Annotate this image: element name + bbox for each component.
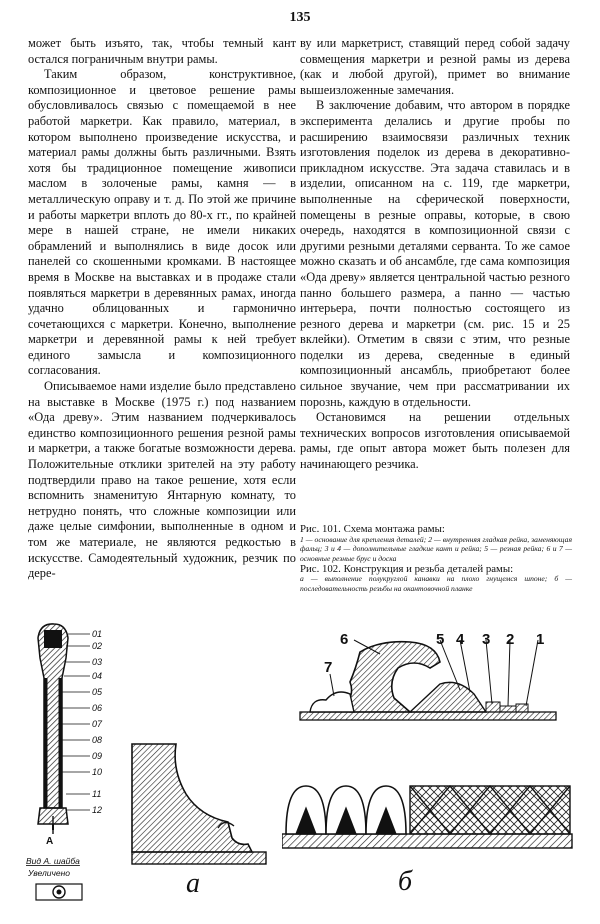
part-label: 06 — [92, 703, 103, 713]
paragraph: В заключение добавим, что автором в порядке эксперимента делались и другие пробы по расширению взаимосвязи различных техник изготовления поделок из дерева в декоративно-прикладном искусстве. Эта задача ставилась и в изделии, описанном на с. 119, где маркетри, выполненные на сферической поверхности, помещены в резные оправы, которые, в свою очередь, находятся в композиционной связи с другими резными деталями серванта. То же самое можно сказать и об ансамбле, где сама композиция «Ода древу» является центральной частью резного панно большего размера, а панно — частью интерьера, почти полностью состоящего из резного дерева и маркетри (см. рис. 15 и 25 вклейки). Отметим в связи с этим, что резные поделки из дерева, сведенные в единый композиционный ансамбль, приобретают более сильное звучание, чем при рассматривании их порознь, каждую в отдельности. — [300, 98, 570, 409]
paragraph: может быть изъято, так, чтобы темный кант остался пограничным внутри рамы. — [28, 36, 296, 66]
part-number: 6 — [340, 631, 349, 648]
carving-detail-a — [128, 740, 268, 868]
paragraph: Остановимся на решении отдельных технических вопросов изготовления описываемой рамы, где опыт автора может быть полезен для начинающего резчика. — [300, 410, 570, 472]
paragraph: Таким образом, конструктивное, композиционное и цветовое решение рамы обусловливалось связью с помещаемой в нее работой маркетри. Как правило, материал, в котором выполнено произведение искусства, и материал рамы должны быть различными. Взять хотя бы традиционное помещение живописи маслом в золоченые рамы, камня — в металлическую оправу и т. д. По этой же причине и работы маркетри вплоть до 80-х гг., по крайней мере в нашей стране, не имели никаких обрамлений и выполнялись в виде досок или панелей со скошенными кромками. В настоящее время в Москве на выставках и в продаже стали появляться маркетри в деревянных рамах, иногда удачно облицованных и гармонично сочетающихся с маркетри. Конечно, выполнение маркетри и деревянной рамы к ней требует единого замысла и композиционного согласования. — [28, 67, 296, 378]
part-label: 08 — [92, 735, 103, 745]
part-label: 09 — [92, 751, 103, 761]
right-column — [300, 36, 570, 473]
fig102-caption-title: Рис. 102. Конструкция и резьба деталей рамы: — [300, 562, 514, 575]
part-label: 10 — [92, 767, 103, 777]
section-marker: А — [46, 836, 54, 847]
frame-section-drawing — [22, 618, 122, 914]
figure-label-a: а — [186, 868, 200, 899]
frame-profile-drawing — [290, 628, 570, 728]
view-note: Увеличено — [28, 868, 70, 878]
page-number: 135 — [289, 10, 311, 25]
part-label: 11 — [92, 789, 102, 799]
figure-label-b: б — [398, 866, 413, 897]
fig102-caption-text: а — выполнение полукруглой канавки на плохо гнущемся шпоне; б — последовательность резьбы на окантовочной планке — [300, 574, 572, 593]
part-label: 05 — [92, 687, 103, 697]
part-number: 7 — [324, 659, 333, 676]
part-label: 03 — [92, 657, 103, 667]
part-number: 4 — [456, 631, 465, 648]
fig101-caption-title: Рис. 101. Схема монтажа рамы: — [300, 523, 445, 535]
paragraph: Описываемое нами изделие было представлено на выставке в Москве (1975 г.) под названием «Ода древу». Этим названием подчеркивалось единство композиционного решения резной рамы и маркетри, а также богатые возможности дерева. Положительные отклики зрителей на эту работу подтвердили право на такое решение, хотя если вспомнить знаменитую Янтарную комнату, то нетрудно понять, что сложные композиции или даже целые симфонии, выполненные в одном и том же материале, не являются редкостью в искусстве. Самодеятельный художник, резчик по дере- — [28, 379, 296, 581]
part-label: 12 — [92, 805, 103, 815]
paragraph: ву или маркетрист, ставящий перед собой задачу совмещения маркетри и резной рамы из дерева (как и любой другой), примет во внимание вышеизложенные замечания. — [300, 36, 570, 97]
part-number: 2 — [506, 631, 515, 648]
fig101-caption-text: 1 — основание для крепления деталей; 2 — внутренняя гладкая рейка, заменяющая фальц; 3 и 4 — дополнительные гладкие кант и рейка; 5 — резная рейка; 6 и 7 — основные резные брус и доска — [300, 534, 572, 563]
part-label: 07 — [92, 719, 103, 729]
carving-detail-b — [282, 768, 578, 860]
part-label: 02 — [92, 641, 103, 651]
figure-captions — [300, 524, 572, 594]
part-label: 04 — [92, 671, 103, 681]
part-number: 1 — [536, 631, 545, 648]
view-note: Вид А. шайба — [26, 856, 80, 866]
part-number: 5 — [436, 631, 445, 648]
part-label: 01 — [92, 629, 103, 639]
left-column — [28, 36, 296, 582]
part-number: 3 — [482, 631, 491, 648]
